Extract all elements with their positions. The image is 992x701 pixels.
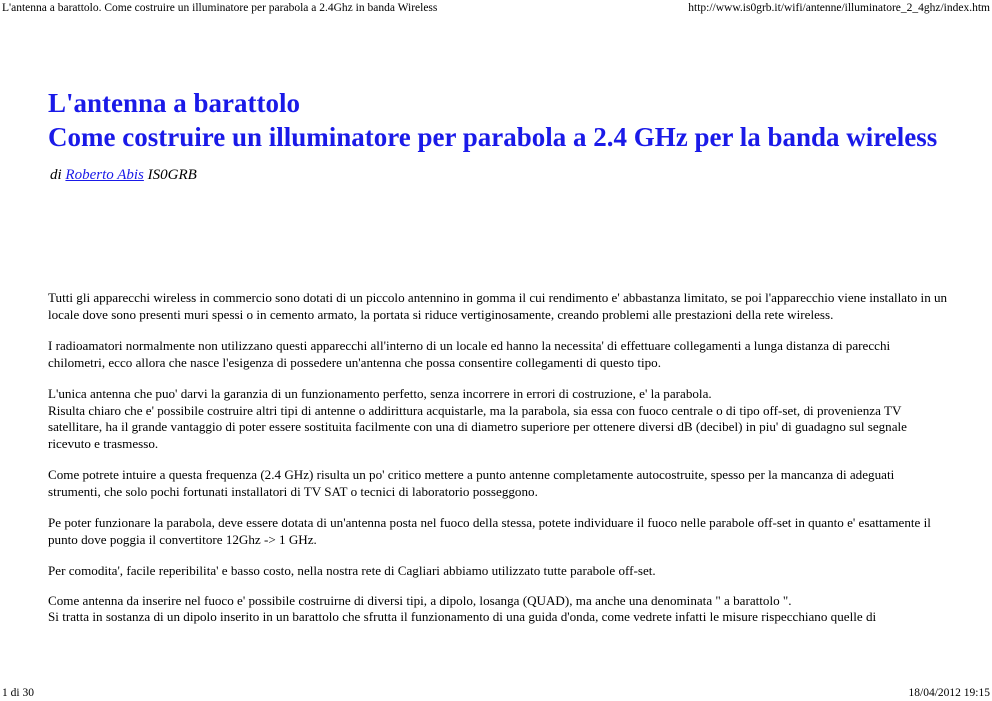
- author-callsign: IS0GRB: [147, 167, 197, 183]
- print-header-url: http://www.is0grb.it/wifi/antenne/illuminatore_2_4ghz/index.htm: [688, 2, 990, 14]
- byline-prefix: di: [50, 167, 62, 183]
- author-link[interactable]: Roberto Abis: [65, 167, 144, 183]
- page-title-line2: Come costruire un illuminatore per parabola a 2.4 GHz per la banda wireless: [48, 122, 938, 152]
- paragraph-6: Per comodita', facile reperibilita' e basso costo, nella nostra rete di Cagliari abbiamo utilizzato tutte parabole off-set.: [48, 563, 656, 578]
- article-header: [48, 86, 948, 184]
- print-header-title: L'antenna a barattolo. Come costruire un illuminatore per parabola a 2.4Ghz in banda Wireless: [2, 2, 438, 14]
- paragraph-3: [48, 386, 948, 452]
- paragraph-7-line-1: Come antenna da inserire nel fuoco e' possibile costruirne di diversi tipi, a dipolo, losanga (QUAD), ma anche una denominata " a barattolo ".: [48, 592, 792, 608]
- page-title-line1: L'antenna a barattolo: [48, 88, 301, 118]
- byline: [50, 166, 948, 184]
- paragraph-1: Tutti gli apparecchi wireless in commercio sono dotati di un piccolo antennino in gomma il cui rendimento e' abbastanza limitato, se poi l'apparecchio viene installato in un locale dove sono presenti muri spessi o in cemento armato, la portata si riduce vertiginosamente, creando problemi alle prestazioni della rete wireless.: [48, 290, 948, 322]
- paragraph-2: I radioamatori normalmente non utilizzano questi apparecchi all'interno di un locale ed hanno la necessita' di effettuare collegamenti a lunga distanza di parecchi chilometri, ecco allora che nasce l'esigenza di possedere un'antenna che possa consentire collegamenti di questo tipo.: [48, 338, 891, 370]
- paragraph-7: [48, 593, 948, 626]
- paragraph-5: Pe poter funzionare la parabola, deve essere dotata di un'antenna posta nel fuoco della stessa, potete individuare il fuoco nelle parabole off-set in quanto e' esattamente il punto dove poggia il convertitore 12Ghz -> 1 GHz.: [48, 515, 931, 547]
- paragraph-4: Come potrete intuire a questa frequenza (2.4 GHz) risulta un po' critico mettere a punto antenne completamente autocostruite, spesso per la mancanza di adeguati strumenti, che solo pochi fortunati installatori di TV SAT o tecnici di laboratorio posseggono.: [48, 467, 895, 499]
- print-footer: [0, 685, 992, 701]
- article-body: [48, 290, 948, 641]
- page-counter: 1 di 30: [2, 687, 34, 699]
- paragraph-3-line-1: L'unica antenna che puo' darvi la garanzia di un funzionamento perfetto, senza incorrere in errori di costruzione, e' la parabola.: [48, 386, 712, 401]
- page-title: [48, 86, 948, 154]
- paragraph-7-line-2: Si tratta in sostanza di un dipolo inserito in un barattolo che sfrutta il funzionamento di una guida d'onda, come vedrete infatti le misure rispecchiano quelle di: [48, 609, 877, 624]
- print-header: [0, 0, 992, 16]
- print-datetime: 18/04/2012 19:15: [908, 687, 990, 699]
- paragraph-3-line-2: Risulta chiaro che e' possibile costruire altri tipi di antenne o addirittura acquistarle, ma la parabola, sia essa con fuoco centrale o di tipo off-set, di provenienza TV satellitare, ha il grande vantaggio di poter essere sostituita facilmente con una di diametro superiore per ottenere diversi dB (decibel) in piu' di guadagno sul segnale ricevuto e trasmesso.: [48, 402, 907, 451]
